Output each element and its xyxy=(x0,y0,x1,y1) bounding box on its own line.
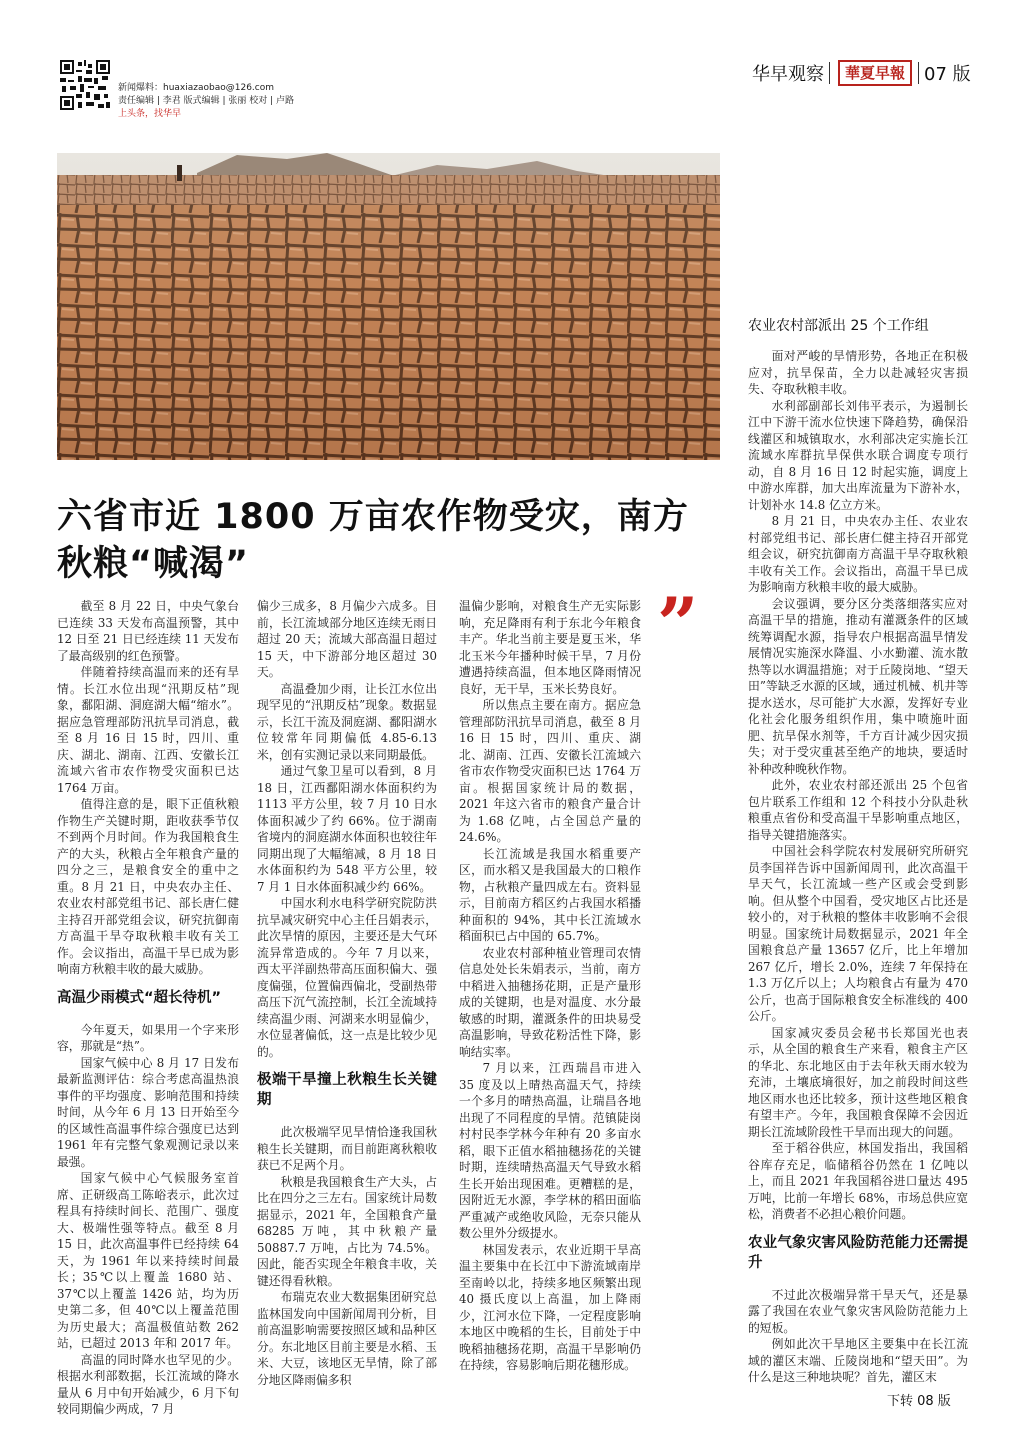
paragraph: 温偏少影响，对粮食生产无实际影响，充足降雨有利于东北今年粮食丰产。华北当前主要是夏玉米，华北玉米今年播种时候干旱，7 月份遭遇持续高温，但本地区降雨情况良好，无干旱，玉米长势良好。 xyxy=(459,599,641,696)
paragraph: 此次极端罕见旱情恰逢我国秋粮生长关键期，而目前距离秋粮收获已不足两个月。 xyxy=(257,1125,437,1172)
paragraph: 伴随着持续高温而来的还有旱情。长江水位出现“汛期反枯”现象，鄱阳湖、洞庭湖大幅“缩水”。据应急管理部防汛抗旱司消息，截至 8 月 16 日 15 时，四川、重庆、湖北、湖南、江西、安徽长江流域六省市农作物受灾面积已达 1764 万亩。 xyxy=(57,665,239,795)
paragraph: 面对严峻的旱情形势，各地正在积极应对，抗旱保苗，全力以赴减轻灾害损失、夺取秋粮丰收。 xyxy=(748,349,968,396)
article-column-3 xyxy=(459,598,641,1374)
paragraph: 中国水利水电科学研究院防洪抗旱减灾研究中心主任吕娟表示，此次旱情的原因，主要还是大气环流异常造成的。今年 7 月以来，西太平洋副热带高压面积偏大、强度偏强，位置偏西偏北，受副热带高压下沉气流控制，长江全流域持续高温少雨、河湖来水明显偏少，水位显著偏低，这一点是比较少见的。 xyxy=(257,896,437,1059)
headline: 六省市近 1800 万亩农作物受灾，南方秋粮“喊渴” xyxy=(57,497,689,584)
paragraph: 8 月 21 日，中央农办主任、农业农村部党组书记、部长唐仁健主持召开部党组会议，研究抗御南方高温干旱夺取秋粮丰收有关工作。会议指出，高温干旱已成为影响南方秋粮丰收的最大威胁。 xyxy=(748,514,968,594)
subheading: 极端干旱撞上秋粮生长关键期 xyxy=(257,1072,437,1108)
paragraph: 布瑞克农业大数据集团研究总监林国发向中国新闻周刊分析，目前高温影响需要按照区域和品种区分。东北地区目前主要是水稻、玉米、大豆，该地区无旱情，除了部分地区降雨偏多积 xyxy=(257,1290,437,1387)
paragraph: 截至 8 月 22 日，中央气象台已连续 33 天发布高温预警，其中 12 日至 21 日已经连续 11 天发布了最高级别的红色预警。 xyxy=(57,599,239,663)
qr-code xyxy=(60,60,110,110)
paragraph: 林国发表示，农业近期干旱高温主要集中在长江中下游流域南岸至南岭以北，持续多地区频繁出现 40 摄氏度以上高温，加上降雨少，江河水位下降，一定程度影响本地区中晚稻的生长，目前处于中晚稻抽穗扬花期，高温干旱影响仍在持续，容易影响后期花穗形成。 xyxy=(459,1242,641,1372)
paragraph: 中国社会科学院农村发展研究所研究员李国祥告诉中国新闻周刊，此次高温干旱天气，长江流域一些产区或会受到影响。但从整个中国看，受灾地区占比还是较小的，对于秋粮的整体丰收影响不会很明显。国家统计局数据显示，2021 年全国粮食总产量 13657 亿斤，比上年增加 267 亿斤，增长 2.0%，连续 7 年保持在 1.3 万亿斤以上；人均粮食占有量为 470 公斤，也高于国际粮食安全标准线的 400 公斤。 xyxy=(748,844,968,1023)
tip-line: 新闻爆料：huaxiazaobao@126.com xyxy=(118,83,275,93)
paragraph: 不过此次极端异常干旱天气，还是暴露了我国在农业气象灾害风险防范能力上的短板。 xyxy=(748,1287,968,1335)
article-column-4 xyxy=(748,318,968,1386)
paragraph: 偏少三成多，8 月偏少六成多。目前，长江流域部分地区连续无雨日超过 20 天；流域大部高温日超过 15 天，中下游部分地区超过 30 天。 xyxy=(257,599,437,679)
paragraph: 此外，农业农村部还派出 25 个包省包片联系工作组和 12 个科技小分队赴秋粮重点省份和受高温干旱影响重点地区，指导关键措施落实。 xyxy=(748,778,968,842)
divider xyxy=(829,62,830,84)
editor-line: 责任编辑 | 李君 版式编辑 | 张丽 校对 | 卢路 xyxy=(118,96,294,106)
paragraph: 秋粮是我国粮食生产大头，占比在四分之三左右。国家统计局数据显示，2021 年，全国粮食产量 68285 万吨，其中秋粮产量 50887.7 万吨，占比为 74.5%。因此，能否实现全年粮食丰收，关键还得看秋粮。 xyxy=(257,1174,437,1288)
divider xyxy=(918,62,919,84)
paragraph: 7 月以来，江西瑞昌市进入 35 度及以上晴热高温天气，持续一个多月的晴热高温，让瑞昌各地出现了不同程度的旱情。范镇陡岗村村民李学林今年种有 20 多亩水稻，眼下正值水稻抽穗扬花的关键时期，连续晴热高温天气导致水稻生长开始出现困难。更糟糕的是，因附近无水源，李学林的稻田面临严重减产或绝收风险，无奈只能从数公里外分级提水。 xyxy=(459,1061,641,1240)
paragraph: 国家气候中心气候服务室首席、正研级高工陈峪表示，此次过程具有持续时间长、范围广、强度大、极端性强等特点。截至 8 月 15 日，此次高温事件已经持续 64 天，为 1961 年以来持续时间最长；35℃以上覆盖 1680 站、37℃以上覆盖 1426 站，均为历史第二多，但 40℃以上覆盖范围为历史最大；高温极值站数 262 站，已超过 2013 年和 2017 年。 xyxy=(57,1171,239,1350)
quote-mark: ” xyxy=(657,581,699,666)
paragraph: 今年夏天，如果用一个字来形容，那就是“热”。 xyxy=(57,1022,239,1053)
paragraph: 例如此次干旱地区主要集中在长江流域的灌区末端、丘陵岗地和“望天田”。为什么是这三种地块呢？首先，灌区末 xyxy=(748,1337,968,1384)
paragraph: 国家气候中心 8 月 17 日发布最新监测评估：综合考虑高温热浪事件的平均强度、影响范围和持续时间，从今年 6 月 13 日开始至今的区域性高温事件综合强度已达到 1961 年有完整气象观测记录以来最强。 xyxy=(57,1055,239,1169)
article-column-1 xyxy=(57,598,239,1418)
page-number: 07 版 xyxy=(924,64,971,85)
paragraph: 高温的同时降水也罕见的少。根据水利部数据，长江流域的降水量从 6 月中旬开始减少，6 月下旬较同期偏少两成，7 月 xyxy=(57,1352,239,1416)
slogan: 上头条，找华早 xyxy=(118,109,182,119)
paragraph: 通过气象卫星可以看到，8 月 18 日，江西鄱阳湖水体面积约为 1113 平方公里，较 7 月 10 日水体面积减少了约 66%。位于湖南省境内的洞庭湖水体面积也较往年同期出现了大幅缩减，8 月 18 日水体面积约为 548 平方公里，较 7 月 1 日水体面积减少约 66%。 xyxy=(257,764,437,894)
paragraph: 国家减灾委员会秘书长郑国光也表示，从全国的粮食生产来看，粮食主产区的华北、东北地区由于去年秋天雨水较为充沛，土壤底墒很好，加之前段时间这些地区雨水也还比较多，预计这些地区粮食有望丰产。今年，我国粮食保障不会因近期长江流域阶段性干旱而出现大的问题。 xyxy=(748,1025,968,1139)
paragraph: 所以焦点主要在南方。据应急管理部防汛抗旱司消息，截至 8 月 16 日 15 时，四川、重庆、湖北、湖南、江西、安徽长江流域六省市农作物受灾面积已达 1764 万亩。根据国家统计局的数据，2021 年这六省市的粮食产量合计为 1.68 亿吨，占全国总产量的 24.6%。 xyxy=(459,698,641,844)
article-column-2 xyxy=(257,598,437,1388)
newspaper-logo: 華夏早報 xyxy=(838,60,912,86)
paragraph: 水利部副部长刘伟平表示，为遏制长江中下游干流水位快速下降趋势，确保沿线灌区和城镇取水，水利部决定实施长江流域水库群抗旱保供水联合调度专项行动，自 8 月 16 日 12 时起实施，调度上中游水库群，加大出库流量为下游补水，计划补水 14.8 亿立方米。 xyxy=(748,398,968,512)
paragraph: 至于稻谷供应，林国发指出，我国稻谷库存充足，临储稻谷仍然在 1 亿吨以上，而且 2021 年我国稻谷进口量达 495 万吨，比前一年增长 68%，市场总供应宽松，消费者不必担心粮价问题。 xyxy=(748,1141,968,1221)
paragraph: 值得注意的是，眼下正值秋粮作物生产关键时期，距收获季节仅不到两个月时间。作为我国粮食生产的大头，秋粮占全年粮食产量的四分之三，是粮食安全的重中之重。8 月 21 日，中央农办主任、农业农村部党组书记、部长唐仁健主持召开部党组会议，研究抗御南方高温干旱夺取秋粮丰收有关工作。会议指出，高温干旱已成为影响南方秋粮丰收的最大威胁。 xyxy=(57,797,239,976)
continue-note: 下转 08 版 xyxy=(887,1394,951,1409)
paragraph: 会议强调，要分区分类落细落实应对高温干旱的措施，推动有灌溉条件的区域统筹调配水源，指导农户根据高温旱情发展情况实施深水降温、小水勤灌、流水散热等以水调温措施；对于丘陵岗地、“望天田”等缺乏水源的区域，通过机械、机井等提水送水，尽可能扩大水源，发挥好专业化社会化服务组织作用，集中喷施叶面肥、抗旱保水剂等，千方百计减少因灾损失；对于受灾重甚至绝产的地块，要适时补种改种晚秋作物。 xyxy=(748,596,968,776)
subheading: 农业气象灾害风险防范能力还需提升 xyxy=(748,1234,968,1271)
paragraph: 高温叠加少雨，让长江水位出现罕见的“汛期反枯”现象。数据显示，长江干流及洞庭湖、鄱阳湖水位较常年同期偏低 4.85-6.13 米，创有实测记录以来同期最低。 xyxy=(257,681,437,762)
paragraph: 农业农村部种植业管理司农情信息处处长朱娟表示，当前，南方中稻进入抽穗扬花期，正是产量形成的关键期，也是对温度、水分最敏感的时期，灌溉条件的田块易受高温影响，导致花粉活性下降，影响结实率。 xyxy=(459,945,641,1059)
paragraph: 长江流域是我国水稻重要产区，而水稻又是我国最大的口粮作物，占秋粮产量四成左右。资料显示，目前南方稻区约占我国水稻播种面积的 94%，其中长江流域水稻面积已占中国的 65.7%。 xyxy=(459,846,641,943)
subheading: 农业农村部派出 25 个工作组 xyxy=(748,318,929,334)
section-title: 华早观察 xyxy=(752,64,824,85)
subheading: 高温少雨模式“超长待机” xyxy=(57,989,222,1006)
drought-photo xyxy=(57,153,720,460)
